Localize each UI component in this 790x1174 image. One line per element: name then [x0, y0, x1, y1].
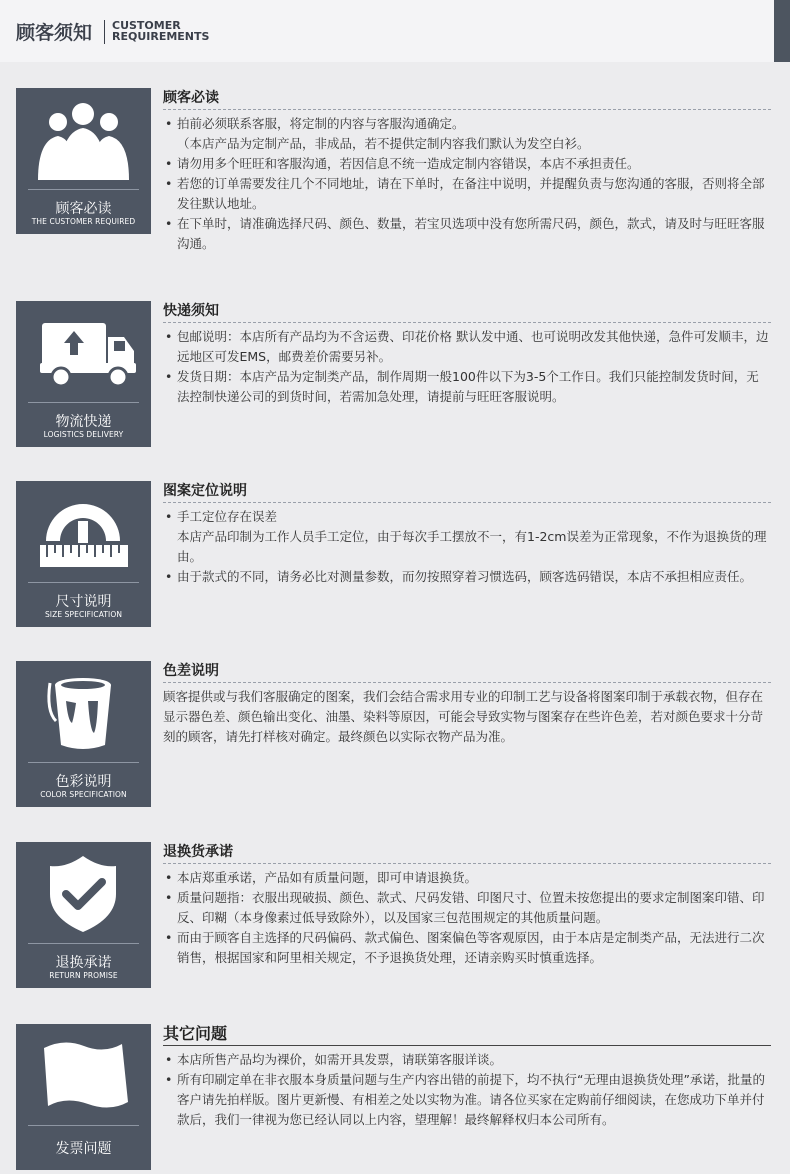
section-list: [163, 507, 771, 587]
page-title: 顾客须知: [16, 22, 93, 44]
page-title-english: [112, 20, 209, 42]
section-icon-box: [16, 301, 151, 447]
icon-box-label: 色彩说明: [55, 774, 112, 790]
list-item: • 请勿用多个旺旺和客服沟通，若因信息不统一造成定制内容错误，本店不承担责任。: [163, 154, 771, 174]
page-title-english-line1: CUSTOMER: [112, 19, 181, 32]
icon-box-label: 顾客必读: [55, 201, 112, 217]
list-item: • 包邮说明：本店所有产品均为不含运费、印花价格 默认发中通、也可说明改发其他快递，急件可发顺丰，边远地区可发EMS，邮费差价需要另补。: [163, 327, 771, 367]
list-item: • 质量问题指：衣服出现破损、颜色、款式、尺码发错、印图尺寸、位置未按您提出的要求定制图案印错、印反、印糊（本身像素过低导致除外），以及国家三包范围规定的其他质量问题。: [163, 888, 771, 928]
icon-box-english: THE CUSTOMER REQUIRED: [31, 217, 136, 226]
icon-box-label: 物流快递: [55, 414, 112, 430]
icon-box-english: SIZE SPECIFICATION: [44, 610, 123, 619]
section-divider: [163, 682, 771, 683]
section-paragraph: 顾客提供或与我们客服确定的图案，我们会结合需求用专业的印制工艺与设备将图案印制于承载衣物，但存在显示器色差、颜色输出变化、油墨、染料等原因，可能会导致实物与图案存在些许色差，若对颜色要求十分苛刻的顾客，请先打样核对确定。最终颜色以实际衣物产品为准。: [163, 689, 764, 744]
page-title-english-line2: REQUIREMENTS: [112, 30, 210, 43]
list-item: • 在下单时，请准确选择尺码、颜色、数量，若宝贝选项中没有您所需尺码，颜色，款式，请及时与旺旺客服沟通。: [163, 214, 771, 254]
icon-box-label: 退换承诺: [55, 955, 112, 971]
page-header: [0, 0, 790, 62]
flag-icon: [16, 1024, 151, 1124]
section-content: [163, 842, 771, 968]
section-content: [163, 661, 771, 747]
section-icon-box: [16, 661, 151, 807]
section-title: 快递须知: [163, 303, 219, 319]
protractor-ruler-icon: [16, 481, 151, 581]
section-content: [163, 1024, 771, 1130]
list-item: • 手工定位存在误差: [163, 507, 771, 527]
section-divider: [163, 863, 771, 864]
section-divider: [163, 502, 771, 503]
section-list: [163, 868, 771, 968]
section-list: [163, 327, 771, 407]
list-item: • 拍前必须联系客服，将定制的内容与客服沟通确定。: [163, 114, 771, 134]
list-item: 本店产品印制为工作人员手工定位，由于每次手工摆放不一，有1-2cm误差为正常现象，不作为退换货的理由。: [177, 529, 767, 564]
section-title: 退换货承诺: [163, 844, 233, 860]
list-item: • 而由于顾客自主选择的尺码偏码、款式偏色、图案偏色等客观原因，由于本店是定制类产品，无法进行二次销售，根据国家和阿里相关规定，不予退换货处理，还请亲购买时慎重选择。: [163, 928, 771, 968]
list-item: • 本店郑重承诺，产品如有质量问题，即可申请退换货。: [163, 868, 771, 888]
section-content: [163, 88, 771, 254]
list-item: • 由于款式的不同，请务必比对测量参数，而勿按照穿着习惯选码，顾客选码错误，本店不承担相应责任。: [163, 567, 771, 587]
list-item: • 所有印刷定单在非衣服本身质量问题与生产内容出错的前提下，均不执行“无理由退换货处理”承诺，批量的客户请先拍样版。图片更新慢、有相差之处以实物为准。请各位买家在定购前仔细阅读，在您成功下单并付款后，我们一律视为您已经认同以上内容，望理解！最终解释权归本公司所有。: [163, 1070, 771, 1130]
list-item: （本店产品为定制产品，非成品，若不提供定制内容我们默认为发空白衫。: [177, 136, 590, 151]
section-icon-box: [16, 842, 151, 988]
section-title: 图案定位说明: [163, 483, 247, 499]
section-divider: [163, 322, 771, 323]
section-title: 其它问题: [163, 1024, 228, 1043]
icon-box-label: 尺寸说明: [55, 594, 112, 610]
icon-box-rule: [28, 189, 139, 190]
icon-box-english: RETURN PROMISE: [49, 971, 118, 980]
section-icon-box: [16, 481, 151, 627]
icon-box-english: LOGISTICS DELIVERY: [43, 430, 124, 439]
section-list: [163, 114, 771, 254]
icon-box-rule: [28, 943, 139, 944]
section-list: [163, 1050, 771, 1130]
section-title: 色差说明: [163, 663, 219, 679]
shield-check-icon: [16, 842, 151, 942]
section-content: [163, 481, 771, 587]
section-icon-box: [16, 1024, 151, 1170]
section-divider: [163, 1045, 771, 1046]
header-corner-block: [774, 0, 790, 62]
icon-box-rule: [28, 582, 139, 583]
people-icon: [16, 88, 151, 188]
list-item: • 发货日期：本店产品为定制类产品，制作周期一般100件以下为3-5个工作日。我们只能控制发货时间，无法控制快递公司的到货时间，若需加急处理，请提前与旺旺客服说明。: [163, 367, 771, 407]
section-divider: [163, 109, 771, 110]
paint-bucket-icon: [16, 661, 151, 761]
icon-box-rule: [28, 1125, 139, 1126]
section-title: 顾客必读: [163, 90, 219, 106]
icon-box-label: 发票问题: [55, 1141, 112, 1157]
section-icon-box: [16, 88, 151, 234]
header-divider: [104, 20, 105, 44]
icon-box-english: COLOR SPECIFICATION: [40, 790, 127, 799]
icon-box-rule: [28, 402, 139, 403]
list-item: • 若您的订单需要发往几个不同地址，请在下单时，在备注中说明，并提醒负责与您沟通的客服，否则将全部发往默认地址。: [163, 174, 771, 214]
section-content: [163, 301, 771, 407]
delivery-truck-icon: [16, 301, 151, 401]
icon-box-rule: [28, 762, 139, 763]
list-item: • 本店所售产品均为裸价，如需开具发票，请联第客服详谈。: [163, 1050, 771, 1070]
